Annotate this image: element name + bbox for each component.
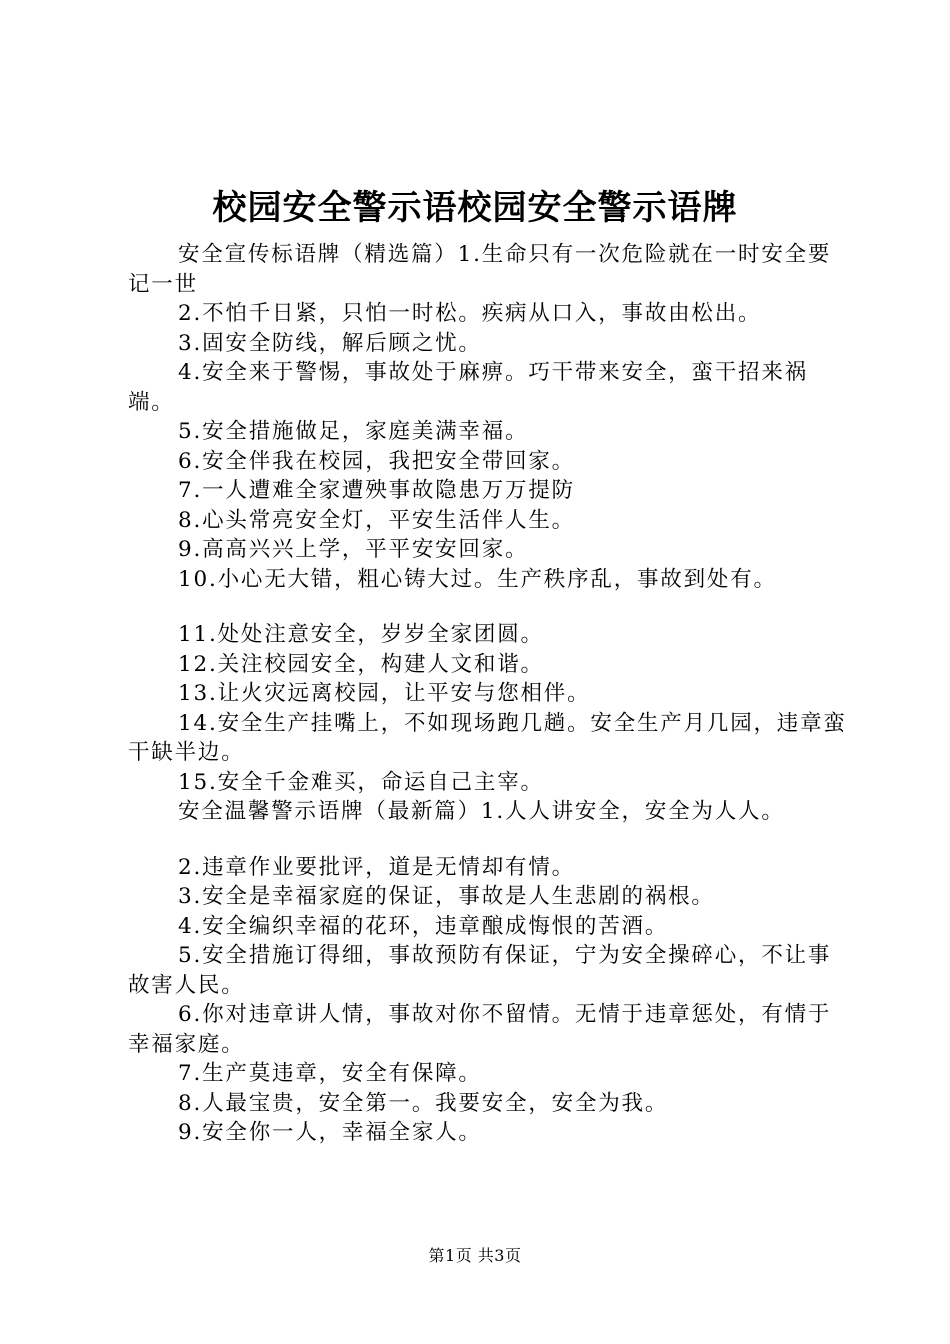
paragraph-6: 6.安全伴我在校园，我把安全带回家。 [178, 448, 575, 474]
document-body [128, 240, 848, 1148]
paragraph-17: 2.违章作业要批评，道是无情却有情。 [178, 854, 575, 880]
paragraph-8: 8.心头常亮安全灯，平安生活伴人生。 [178, 507, 575, 533]
paragraph-15: 15.安全千金难买，命运自己主宰。 [178, 769, 544, 795]
page-title: 校园安全警示语校园安全警示语牌 [212, 188, 738, 228]
paragraph-16: 安全温馨警示语牌（最新篇）1.人人讲安全，安全为人人。 [178, 799, 785, 824]
page-footer: 第1页 共3页 [428, 1246, 522, 1265]
paragraph-24: 9.安全你一人，幸福全家人。 [178, 1120, 482, 1145]
paragraph-22: 7.生产莫违章，安全有保障。 [178, 1061, 482, 1086]
paragraph-23: 8.人最宝贵，安全第一。我要安全，安全为我。 [178, 1090, 669, 1116]
paragraph-19: 4.安全编织幸福的花环，违章酿成悔恨的苦酒。 [178, 913, 669, 939]
paragraph-7: 7.一人遭难全家遭殃事故隐患万万提防 [178, 478, 575, 503]
paragraph-10: 10.小心无大错，粗心铸大过。生产秩序乱，事故到处有。 [178, 566, 777, 592]
paragraph-4: 4.安全来于警惕，事故处于麻痹。巧干带来安全，蛮干招来祸端。 [128, 360, 808, 415]
paragraph-18: 3.安全是幸福家庭的保证，事故是人生悲剧的祸根。 [178, 884, 715, 909]
paragraph-20: 5.安全措施订得细，事故预防有保证，宁为安全操碎心，不让事故害人民。 [128, 943, 832, 998]
paragraph-21: 6.你对违章讲人情，事故对你不留情。无情于违章惩处，有情于幸福家庭。 [128, 1002, 832, 1057]
paragraph-12: 12.关注校园安全，构建人文和谐。 [178, 651, 544, 677]
paragraph-14: 14.安全生产挂嘴上，不如现场跑几趟。安全生产月几园，违章蛮干缺半边。 [128, 710, 847, 765]
paragraph-11: 11.处处注意安全，岁岁全家团圆。 [178, 622, 544, 647]
paragraph-3: 3.固安全防线，解后顾之忧。 [178, 330, 482, 356]
paragraph-2: 2.不怕千日紧，只怕一时松。疾病从口入，事故由松出。 [178, 301, 762, 326]
paragraph-1: 安全宣传标语牌（精选篇）1.生命只有一次危险就在一时安全要记一世 [128, 242, 832, 297]
paragraph-9: 9.高高兴兴上学，平平安安回家。 [178, 537, 529, 562]
paragraph-13: 13.让火灾远离校园，让平安与您相伴。 [178, 681, 591, 706]
paragraph-5: 5.安全措施做足，家庭美满幸福。 [178, 419, 529, 444]
